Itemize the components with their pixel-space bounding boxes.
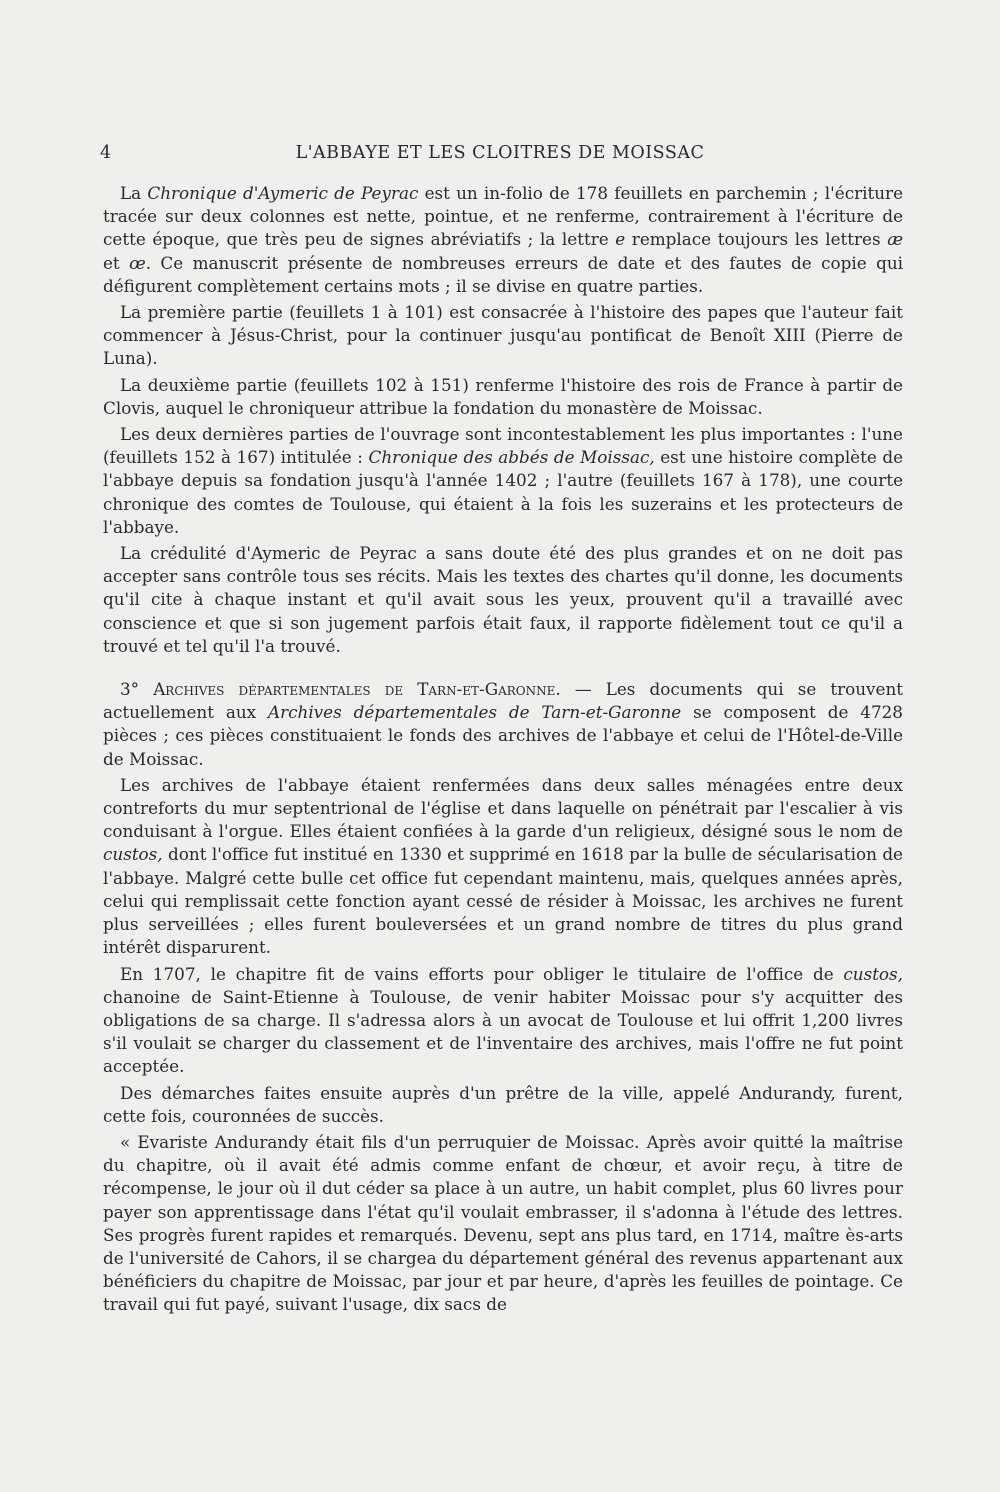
page-number: 4 <box>100 143 112 163</box>
paragraph <box>103 423 903 539</box>
paragraph <box>103 963 903 1079</box>
paragraph: La deuxième partie (feuillets 102 à 151) renferme l'histoire des rois de France à partir de Clovis, auquel le chroniqueur attribue la fondation du monastère de Moissac. <box>103 374 903 418</box>
text: se composent de 4728 pièces ; ces pièces constituaient le fonds des archives de l'abbaye et celui de l'Hôtel-de-Ville de Moissac. <box>103 702 903 769</box>
text: dont l'office fut institué en 1330 et supprimé en 1618 par la bulle de sécularisation de l'abbaye. Malgré cette bulle cet office fut cependant maintenu, mais, quelques années après, celui qui remplissait cette fonction ayant cessé de résider à Moissac, les archives ne furent plus serveillées ; elles furent bouleversées et un grand nombre de titres du plus grand intérêt disparurent. <box>103 844 903 958</box>
text: . Ce manuscrit présente de nombreuses erreurs de date et des fautes de copie qui défigurent complètement certains mots ; il se divise en quatre parties. <box>103 252 903 296</box>
running-title: L'ABBAYE ET LES CLOITRES DE MOISSAC <box>295 143 705 163</box>
paragraph <box>103 182 903 298</box>
section-heading: Archives départementales de Tarn-et-Garonne. <box>153 679 561 700</box>
text: Les archives de l'abbaye étaient renfermées dans deux salles ménagées entre deux contreforts du mur septentrional de l'église et dans laquelle on pénétrait par l'escalier à vis conduisant à l'orgue. Elles étaient confiées à la garde d'un religieux, désigné sous le nom de <box>103 774 903 842</box>
text: La <box>120 183 148 203</box>
page-body <box>103 182 903 1320</box>
text: remplace toujours les lettres <box>625 229 888 250</box>
italic-term: custos, <box>103 844 163 865</box>
italic-title: Chronique d'Aymeric de Peyrac <box>147 183 419 203</box>
italic-letter: œ <box>129 252 146 273</box>
text: est une histoire complète de l'abbaye depuis sa fondation jusqu'à l'année 1402 ; l'autre (feuillets 167 à 178), une courte chronique des comtes de Toulouse, qui étaient à la fois les suzerains et les protecteurs de l'abbaye. <box>103 447 904 537</box>
section-number: 3° <box>120 679 154 700</box>
section-paragraph <box>103 678 903 771</box>
text: En 1707, le chapitre fit de vains efforts pour obliger le titulaire de l'office de <box>120 963 844 984</box>
page-header <box>100 143 900 171</box>
paragraph: Des démarches faites ensuite auprès d'un prêtre de la ville, appelé Andurandy, furent, cette fois, couronnées de succès. <box>103 1082 903 1126</box>
italic-title: Chronique des abbés de Moissac, <box>368 447 655 468</box>
italic-term: custos, <box>843 963 903 984</box>
text: et <box>103 252 130 273</box>
text: Les deux dernières parties de l'ouvrage sont incontestablement les plus importantes : l'une (feuillets 152 à 167) intitulée : <box>103 424 903 468</box>
italic-letter: e <box>615 229 626 250</box>
paragraph <box>103 774 903 960</box>
paragraph: La première partie (feuillets 1 à 101) est consacrée à l'histoire des papes que l'auteur fait commencer à Jésus-Christ, pour la continuer jusqu'au pontificat de Benoît XIII (Pierre de Luna). <box>103 302 903 369</box>
text: est un in-folio de 178 feuillets en parchemin ; l'écriture tracée sur deux colonnes est nette, pointue, et ne renferme, contrairement à l'écriture de cette époque, que très peu de signes abréviatifs ; la lettre <box>103 183 903 250</box>
italic-letter: æ <box>887 229 903 250</box>
italic-title: Archives départementales de Tarn-et-Garonne <box>267 702 682 723</box>
paragraph: La crédulité d'Aymeric de Peyrac a sans doute été des plus grandes et on ne doit pas accepter sans contrôle tous ses récits. Mais les textes des chartes qu'il donne, les documents qu'il cite à chaque instant et qu'il avait sous les yeux, prouvent qu'il a travaillé avec conscience et que si son jugement parfois était faux, il rapporte fidèlement tout ce qu'il a trouvé et tel qu'il l'a trouvé. <box>103 543 903 656</box>
text: chanoine de Saint-Etienne à Toulouse, de venir habiter Moissac pour s'y acquitter des obligations de sa charge. Il s'adressa alors à un avocat de Toulouse et lui offrit 1,200 livres s'il voulait se charger du classement et de l'inventaire des archives, mais l'offre ne fut point acceptée. <box>103 986 903 1077</box>
text: — Les documents qui se trouvent actuellement aux <box>103 679 903 723</box>
quotation-paragraph: « Evariste Andurandy était fils d'un perruquier de Moissac. Après avoir quitté la maîtrise du chapitre, où il avait été admis comme enfant de chœur, et avoir reçu, à titre de récompense, le jour où il dut céder sa place à un autre, un habit complet, plus 60 livres pour payer son apprentissage dans l'état qu'il voulait embrasser, il s'adonna à l'étude des lettres. Ses progrès furent rapides et remarqués. Devenu, sept ans plus tard, en 1714, maître ès-arts de l'université de Cahors, il se chargea du département général des revenus appartenant aux bénéficiers du chapitre de Moissac, par jour et par heure, d'après les feuilles de pointage. Ce travail qui fut payé, suivant l'usage, dix sacs de <box>103 1131 903 1315</box>
